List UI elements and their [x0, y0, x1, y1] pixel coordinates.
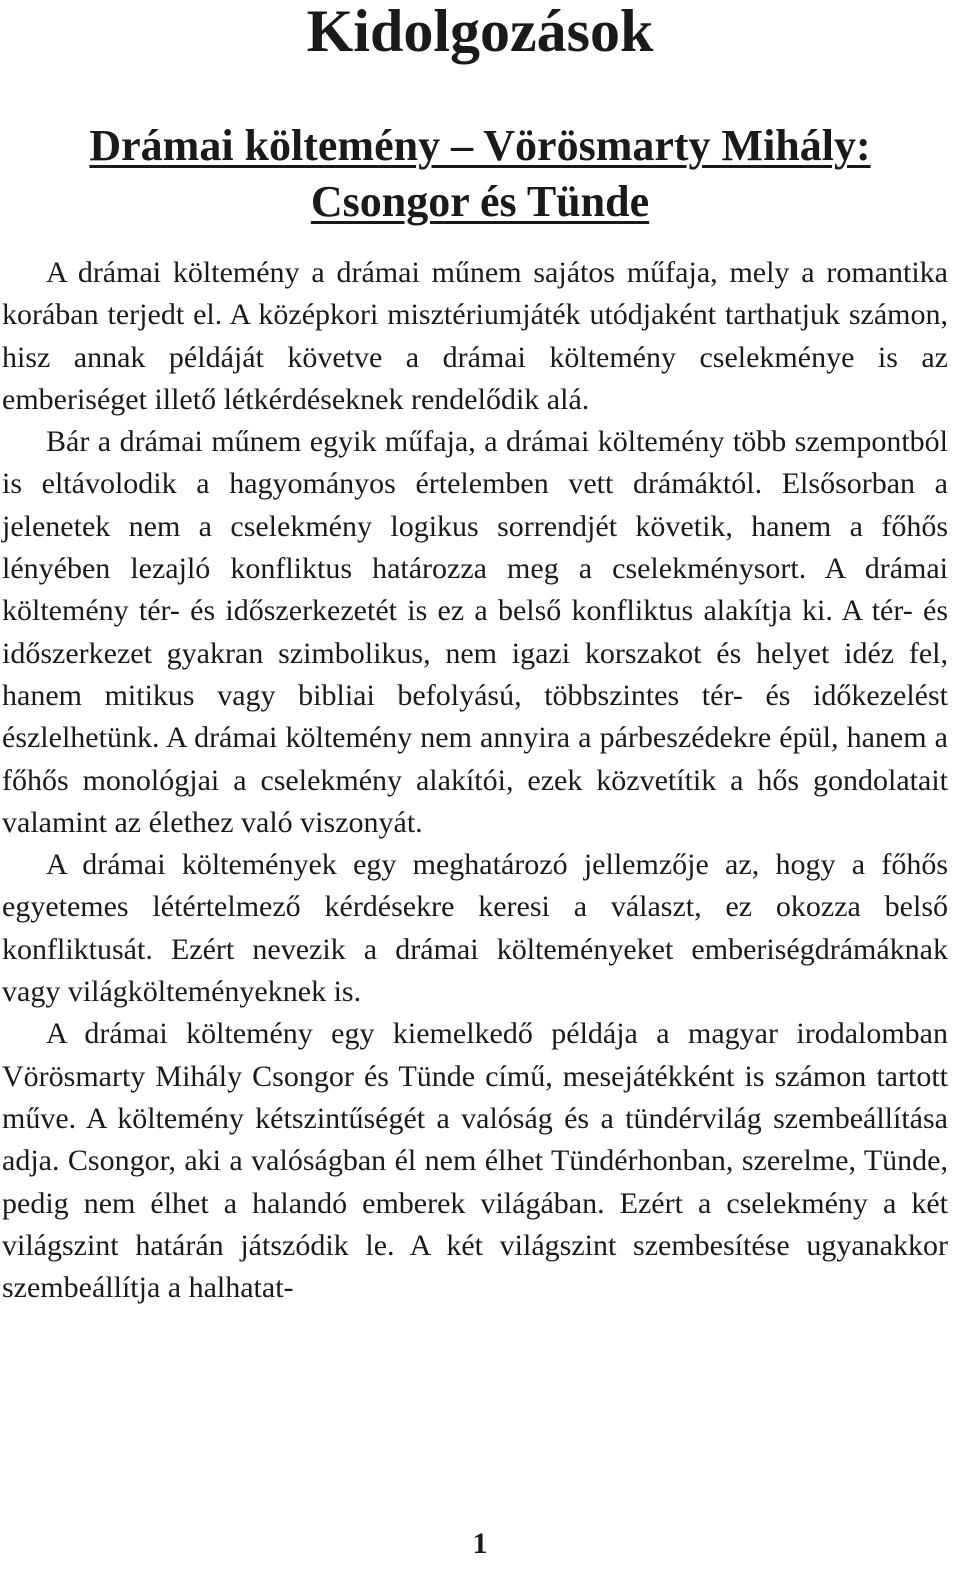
- section-heading: [20, 118, 940, 230]
- section-heading-line-1: Drámai költemény – Vörösmarty Mihály:: [89, 121, 871, 170]
- page-title: Kidolgozások: [306, 0, 654, 64]
- page-number: 1: [472, 1527, 488, 1560]
- paragraph-4: A drámai költemény egy kiemelkedő példája a magyar irodalomban Vörösmarty Mihály Csongor és Tünde című, mesejátékként is számon tartott műve. A költemény kétszintűségét a valóság és a tündérvilág szembeállítása adja. Csongor, aki a valóságban él nem élhet Tündérhonban, szerelme, Tünde, pedig nem élhet a halandó emberek világában. Ezért a cselekmény a két világszint határán játszódik le. A két világszint szembesítése ugyanakkor szembeállítja a halhatat-: [2, 1017, 948, 1305]
- section-heading-line-2: Csongor és Tünde: [310, 177, 650, 226]
- paragraph-3: A drámai költemények egy meghatározó jellemzője az, hogy a főhős egyetemes létértelmező kérdésekre keresi a választ, ez okozza belső konfliktusát. Ezért nevezik a drámai költeményeket emberiségdrámáknak vagy világkölteményeknek is.: [2, 848, 948, 1009]
- paragraph-2: Bár a drámai műnem egyik műfaja, a drámai költemény több szempontból is eltávolodik a hagyományos értelemben vett drámáktól. Elsősorban a jelenetek nem a cselekmény logikus sorrendjét követik, hanem a főhős lényében lezajló konfliktus határozza meg a cselekménysort. A drámai költemény tér- és időszerkezetét is ez a belső konfliktus alakítja ki. A tér- és időszerkezet gyakran szimbolikus, nem igazi korszakot és helyet idéz fel, hanem mitikus vagy bibliai befolyású, többszintes tér- és időkezelést észlelhetünk. A drámai költemény nem annyira a párbeszédekre épül, hanem a főhős monológjai a cselekmény alakítói, ezek közvetítik a hős gondolatait valamint az élethez való viszonyát.: [2, 425, 948, 839]
- body-text: [2, 252, 948, 1309]
- paragraph-1: A drámai költemény a drámai műnem sajátos műfaja, mely a romantika korában terjedt el. A középkori misztériumjáték utódjaként tarthatjuk számon, hisz annak példáját követve a drámai költemény cselekménye is az emberiséget illető létkérdéseknek rendelődik alá.: [2, 256, 948, 416]
